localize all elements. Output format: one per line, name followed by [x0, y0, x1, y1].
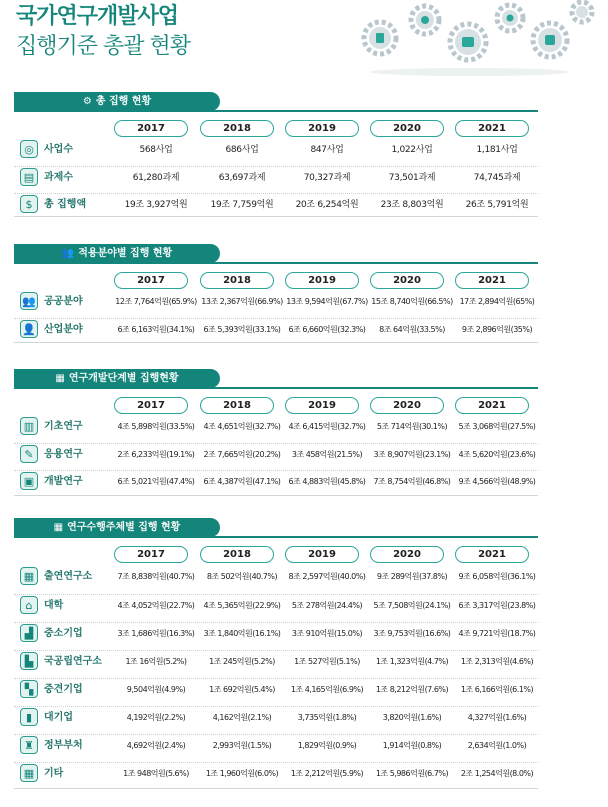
value-cell: 4조 6,415억원(32.7%) [288, 422, 366, 431]
section-header [14, 518, 220, 537]
project-icon: ◎ [20, 140, 38, 158]
table-row [14, 706, 538, 729]
table-row [14, 650, 538, 673]
value-cell: 19조 3,927억원 [124, 200, 188, 210]
building-icon: ▦ [53, 522, 64, 533]
row-label: 기초연구 [44, 421, 83, 432]
value-cell: 9조 2,896억원(35%) [461, 325, 533, 334]
title-line-1: 국가연구개발사업 [16, 4, 179, 29]
section-bottom-rule [14, 216, 538, 217]
value-cell: 19조 7,759억원 [210, 200, 274, 210]
value-cell: 13조 9,594억원(67.7%) [286, 297, 368, 306]
table-row [14, 470, 538, 493]
value-cell: 12조 7,764억원(65.9%) [115, 297, 197, 306]
value-cell: 9,504억원(4.9%) [126, 685, 186, 694]
value-cell: 1조 6,166억원(6.1%) [460, 685, 534, 694]
row-label: 국공립연구소 [44, 656, 102, 667]
value-cell: 3,820억원(1.6%) [382, 713, 442, 722]
table-row [14, 139, 538, 161]
year-pill: 2018 [200, 397, 274, 414]
value-cell: 4조 9,721억원(18.7%) [458, 629, 536, 638]
value-cell: 8조 2,597억원(40.0%) [288, 572, 366, 581]
value-cell: 1조 245억원(5.2%) [209, 657, 275, 666]
value-cell: 5조 7,508억원(24.1%) [373, 601, 451, 610]
value-cell: 4조 5,898억원(33.5%) [117, 422, 195, 431]
value-cell: 1,022사업 [391, 145, 433, 155]
value-cell: 6조 5,393억원(33.1%) [203, 325, 281, 334]
year-pill: 2020 [370, 546, 444, 563]
row-label: 정부부처 [44, 740, 83, 751]
people-icon: 👥 [61, 248, 75, 259]
row-label: 대학 [44, 600, 64, 611]
money-icon: $ [20, 195, 38, 213]
value-cell: 568사업 [139, 145, 173, 155]
section-rule [14, 536, 538, 538]
value-cell: 73,501과제 [388, 173, 436, 183]
value-cell: 23조 8,803억원 [380, 200, 444, 210]
value-cell: 3,735억원(1.8%) [297, 713, 357, 722]
university-icon: ⌂ [20, 596, 38, 614]
value-cell: 7조 8,838억원(40.7%) [117, 572, 195, 581]
value-cell: 1조 1,323억원(4.7%) [375, 657, 449, 666]
row-label: 개발연구 [44, 476, 83, 487]
table-row [14, 291, 538, 313]
section-bottom-rule [14, 495, 538, 496]
year-pill: 2020 [370, 120, 444, 137]
value-cell: 15조 8,740억원(66.5%) [371, 297, 453, 306]
value-cell: 2,634억원(1.0%) [467, 741, 527, 750]
table-row [14, 318, 538, 341]
section-header [14, 369, 220, 388]
value-cell: 1조 527억원(5.1%) [294, 657, 360, 666]
value-cell: 9조 289억원(37.8%) [376, 572, 448, 581]
table-row [14, 622, 538, 645]
value-cell: 1조 8,212억원(7.6%) [375, 685, 449, 694]
value-cell: 3조 1,840억원(16.1%) [203, 629, 281, 638]
value-cell: 1,914억원(0.8%) [382, 741, 442, 750]
value-cell: 4조 5,620억원(23.6%) [458, 450, 536, 459]
value-cell: 20조 6,254억원 [295, 200, 359, 210]
year-pill: 2019 [285, 120, 359, 137]
value-cell: 2조 1,254억원(8.0%) [460, 769, 534, 778]
table-row [14, 678, 538, 701]
value-cell: 6조 3,317억원(23.8%) [458, 601, 536, 610]
value-cell: 9조 4,566억원(48.9%) [458, 477, 536, 486]
section-header [14, 244, 220, 263]
value-cell: 1조 2,313억원(4.6%) [460, 657, 534, 666]
gears-illustration-icon [350, 0, 595, 78]
table-row [14, 416, 538, 438]
factory-icon: ▟ [20, 624, 38, 642]
book-icon: ▥ [20, 417, 38, 435]
value-cell: 3조 8,907억원(23.1%) [373, 450, 451, 459]
value-cell: 6조 6,660억원(32.3%) [288, 325, 366, 334]
tower-icon: ▮ [20, 708, 38, 726]
year-pill: 2018 [200, 546, 274, 563]
company-icon: ▚ [20, 680, 38, 698]
section-rule [14, 110, 538, 112]
value-cell: 3조 1,686억원(16.3%) [117, 629, 195, 638]
value-cell: 3조 9,753억원(16.6%) [373, 629, 451, 638]
value-cell: 4,192억원(2.2%) [126, 713, 186, 722]
year-pill: 2017 [114, 120, 188, 137]
value-cell: 5조 278억원(24.4%) [291, 601, 363, 610]
row-label: 대기업 [44, 712, 73, 723]
table-row [14, 762, 538, 785]
year-pill: 2021 [455, 272, 529, 289]
value-cell: 13조 2,367억원(66.9%) [201, 297, 283, 306]
row-label: 기타 [44, 768, 64, 779]
row-label: 총 집행액 [44, 199, 87, 210]
value-cell: 1조 16억원(5.2%) [125, 657, 187, 666]
value-cell: 1,181사업 [476, 145, 518, 155]
person-icon: 👤 [20, 320, 38, 338]
value-cell: 1조 692억원(5.4%) [209, 685, 275, 694]
value-cell: 1조 1,960억원(6.0%) [205, 769, 279, 778]
section-title: 총 집행 현황 [95, 96, 152, 107]
value-cell: 847사업 [310, 145, 344, 155]
value-cell: 4,162억원(2.1%) [212, 713, 272, 722]
section-rule [14, 262, 538, 264]
row-label: 중소기업 [44, 628, 83, 639]
value-cell: 9조 6,058억원(36.1%) [458, 572, 536, 581]
chart-phone-icon: ▦ [55, 373, 65, 384]
section-title: 연구개발단계별 집행현황 [68, 373, 179, 384]
year-pill: 2017 [114, 272, 188, 289]
value-cell: 1,829억원(0.9%) [297, 741, 357, 750]
section-title: 적용분야별 집행 현황 [78, 248, 173, 259]
value-cell: 686사업 [225, 145, 259, 155]
government-icon: ♜ [20, 736, 38, 754]
table-row [14, 734, 538, 757]
value-cell: 3조 458억원(21.5%) [291, 450, 363, 459]
value-cell: 8조 502억원(40.7%) [206, 572, 278, 581]
page-title [16, 6, 190, 58]
section-header [14, 92, 220, 111]
section-rule [14, 387, 538, 389]
year-pill: 2020 [370, 397, 444, 414]
section-bottom-rule [14, 788, 538, 789]
table-row [14, 193, 538, 216]
document-icon: ▤ [20, 168, 38, 186]
lab-icon: ▙ [20, 652, 38, 670]
value-cell: 4조 5,365억원(22.9%) [203, 601, 281, 610]
year-pill: 2020 [370, 272, 444, 289]
year-pill: 2019 [285, 546, 359, 563]
institute-icon: ▦ [20, 567, 38, 585]
year-pill: 2019 [285, 272, 359, 289]
value-cell: 8조 64억원(33.5%) [379, 325, 445, 334]
row-label: 공공분야 [44, 296, 83, 307]
value-cell: 17조 2,894억원(65%) [459, 297, 535, 306]
value-cell: 6조 4,883억원(45.8%) [288, 477, 366, 486]
section-total [14, 92, 538, 217]
year-pill: 2021 [455, 397, 529, 414]
value-cell: 4,327억원(1.6%) [467, 713, 527, 722]
section-stage [14, 369, 538, 499]
value-cell: 3조 910억원(15.0%) [291, 629, 363, 638]
pencil-icon: ✎ [20, 445, 38, 463]
value-cell: 26조 5,791억원 [465, 200, 529, 210]
etc-icon: ▦ [20, 764, 38, 782]
section-bottom-rule [14, 342, 538, 343]
money-bag-icon: ⚙ [82, 96, 92, 107]
row-label: 중견기업 [44, 684, 83, 695]
year-pill: 2017 [114, 397, 188, 414]
table-row [14, 566, 538, 588]
year-pill: 2018 [200, 120, 274, 137]
value-cell: 6조 6,163억원(34.1%) [117, 325, 195, 334]
value-cell: 5조 3,068억원(27.5%) [458, 422, 536, 431]
year-pill: 2021 [455, 120, 529, 137]
screen-icon: ▣ [20, 472, 38, 490]
row-label: 사업수 [44, 144, 73, 155]
value-cell: 5조 714억원(30.1%) [376, 422, 448, 431]
value-cell: 1조 5,986억원(6.7%) [375, 769, 449, 778]
value-cell: 63,697과제 [218, 173, 266, 183]
title-line-2: 집행기준 총괄 현황 [16, 34, 191, 59]
value-cell: 2조 6,233억원(19.1%) [117, 450, 195, 459]
row-label: 산업분야 [44, 324, 83, 335]
value-cell: 4조 4,052억원(22.7%) [117, 601, 195, 610]
value-cell: 70,327과제 [303, 173, 351, 183]
row-label: 과제수 [44, 172, 73, 183]
value-cell: 4,692억원(2.4%) [126, 741, 186, 750]
value-cell: 74,745과제 [473, 173, 521, 183]
value-cell: 1조 4,165억원(6.9%) [290, 685, 364, 694]
value-cell: 1조 2,212억원(5.9%) [290, 769, 364, 778]
table-row [14, 594, 538, 617]
section-field [14, 244, 538, 346]
table-row [14, 166, 538, 189]
value-cell: 6조 5,021억원(47.4%) [117, 477, 195, 486]
value-cell: 61,280과제 [132, 173, 180, 183]
year-pill: 2019 [285, 397, 359, 414]
section-performer [14, 518, 538, 790]
value-cell: 1조 948억원(5.6%) [123, 769, 189, 778]
value-cell: 6조 4,387억원(47.1%) [203, 477, 281, 486]
year-pill: 2017 [114, 546, 188, 563]
year-pill: 2021 [455, 546, 529, 563]
row-label: 출연연구소 [44, 571, 93, 582]
value-cell: 2,993억원(1.5%) [212, 741, 272, 750]
group-icon: 👥 [20, 292, 38, 310]
table-row [14, 443, 538, 466]
row-label: 응용연구 [44, 449, 83, 460]
value-cell: 7조 8,754억원(46.8%) [373, 477, 451, 486]
value-cell: 4조 4,651억원(32.7%) [203, 422, 281, 431]
value-cell: 2조 7,665억원(20.2%) [203, 450, 281, 459]
year-pill: 2018 [200, 272, 274, 289]
section-title: 연구수행주체별 집행 현황 [67, 522, 181, 533]
